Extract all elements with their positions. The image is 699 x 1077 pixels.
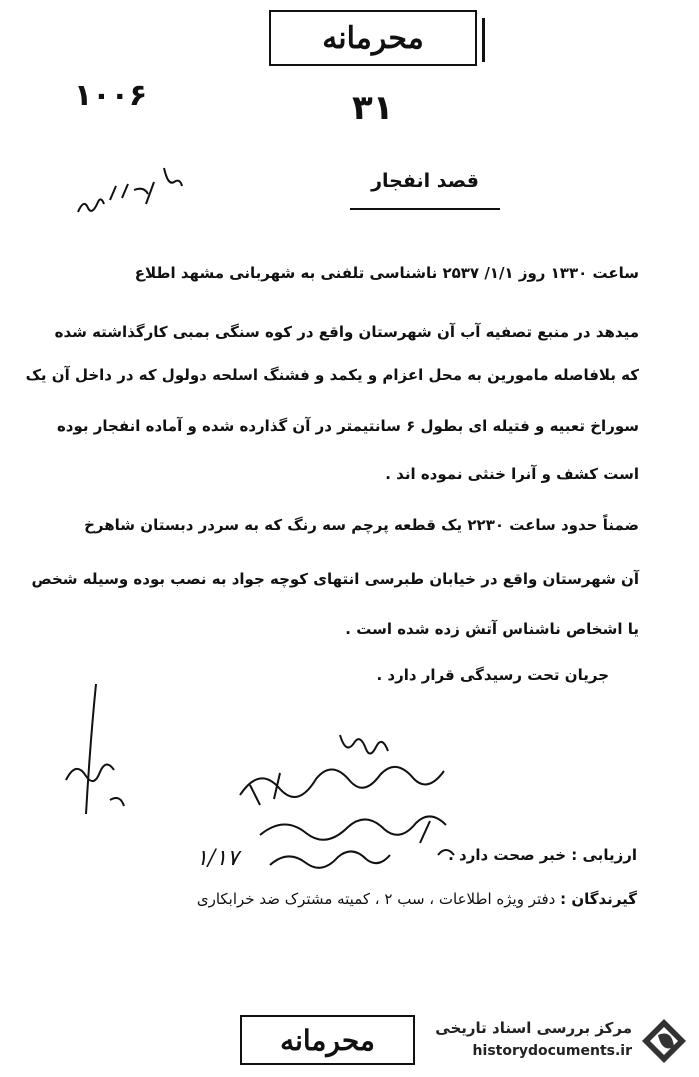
body-line: که بلافاصله مامورین به محل اعزام و یکمد و فشنگ اسلحه دولول که در داخل آن یک xyxy=(25,366,639,384)
watermark xyxy=(430,1013,692,1071)
body-line: است کشف و آنرا خنثی نموده اند . xyxy=(385,465,639,483)
body-line: جریان تحت رسیدگی قرار دارد . xyxy=(376,666,609,684)
document-title: قصد انفجار xyxy=(371,170,479,192)
recipients-line xyxy=(197,890,637,908)
classification-stamp-top: محرمانه xyxy=(269,10,477,66)
body-line: یا اشخاص ناشناس آتش زده شده است . xyxy=(345,620,639,638)
handwritten-scribble xyxy=(56,680,136,830)
recipients-text: دفتر ویژه اطلاعات ، سب ۲ ، کمیته مشترک ضد خرابکاری xyxy=(196,890,556,908)
classification-stamp-bottom: محرمانه xyxy=(240,1015,415,1065)
handwritten-date: ۱/۱۷ xyxy=(196,846,239,871)
body-line: ضمناً حدود ساعت ۲۲۳۰ یک قطعه پرچم سه رنگ که به سردر دبستان شاهرخ xyxy=(84,516,639,534)
document-number: ۱۰۰۶ xyxy=(74,78,148,113)
body-line: میدهد در منبع تصفیه آب آن شهرستان واقع در کوه سنگی بمبی کارگذاشته شده xyxy=(54,323,639,341)
watermark-logo-icon xyxy=(638,1015,690,1067)
handwritten-marginal-note xyxy=(70,160,190,230)
body-line: آن شهرستان واقع در خیابان طبرسی انتهای کوچه جواد به نصب بوده وسیله شخص xyxy=(31,570,639,588)
page-number: ۳۱ xyxy=(352,88,394,128)
body-line: سوراخ تعبیه و فتیله ای بطول ۶ سانتیمتر در آن گذارده شده و آماده انفجار بوده xyxy=(56,417,639,435)
assessment-line: ارزیابی : خبر صحت دارد . xyxy=(448,846,637,864)
watermark-name: مرکز بررسی اسناد تاریخی xyxy=(435,1019,632,1037)
watermark-url: historydocuments.ir xyxy=(472,1043,632,1059)
body-line: ساعت ۱۳۳۰ روز ۱/۱/ ۲۵۳۷ ناشناسی تلفنی به شهربانی مشهد اطلاع xyxy=(134,264,639,282)
title-underline xyxy=(350,208,500,210)
recipients-label: گیرندگان : xyxy=(560,890,637,908)
